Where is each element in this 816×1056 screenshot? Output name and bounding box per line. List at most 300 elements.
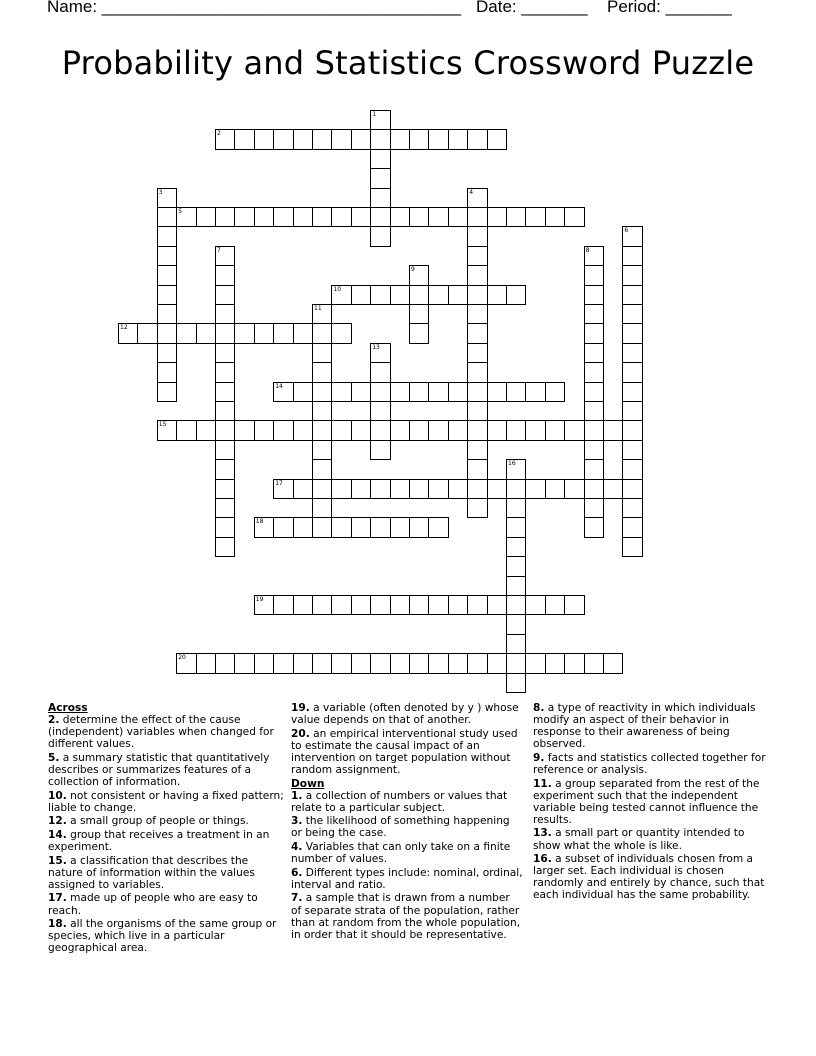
crossword-cell[interactable] (467, 653, 487, 673)
crossword-cell[interactable] (215, 207, 235, 227)
crossword-cell[interactable] (506, 653, 526, 673)
crossword-cell[interactable] (351, 479, 371, 499)
crossword-cell[interactable] (506, 595, 526, 615)
crossword-cell[interactable] (254, 129, 274, 149)
crossword-cell[interactable] (622, 401, 642, 421)
crossword-cell[interactable] (584, 517, 604, 537)
crossword-cell[interactable] (331, 129, 351, 149)
clue-number: 4 (469, 188, 474, 196)
clue-number-label: 10. (48, 789, 67, 802)
crossword-cell[interactable] (506, 634, 526, 654)
crossword-cell[interactable] (448, 207, 468, 227)
crossword-cell[interactable] (215, 343, 235, 363)
crossword-cell[interactable] (273, 420, 293, 440)
down-clue: 1. a collection of numbers or values that relate to a particular subject. (291, 789, 508, 814)
crossword-cell[interactable] (622, 517, 642, 537)
crossword-cell[interactable] (215, 304, 235, 324)
crossword-cell[interactable] (409, 517, 429, 537)
crossword-cell[interactable] (622, 323, 642, 343)
crossword-cell[interactable] (254, 420, 274, 440)
crossword-cell[interactable] (196, 323, 216, 343)
clues-column-3 (533, 702, 771, 903)
clue-number-label: 13. (533, 827, 552, 840)
crossword-cell[interactable] (331, 382, 351, 402)
crossword-cell[interactable] (564, 479, 584, 499)
crossword-cell[interactable] (312, 517, 332, 537)
crossword-cell[interactable] (584, 440, 604, 460)
crossword-cell[interactable] (370, 595, 390, 615)
crossword-cell[interactable] (622, 459, 642, 479)
crossword-cell[interactable] (564, 595, 584, 615)
crossword-cell[interactable] (273, 382, 293, 402)
crossword-cell[interactable] (545, 207, 565, 227)
clue-number-label: 4. (291, 841, 303, 854)
crossword-cell[interactable] (584, 343, 604, 363)
crossword-cell[interactable] (584, 401, 604, 421)
across-clue: 5. a summary statistic that quantitatively describes or summarizes features of a collection of information. (48, 751, 270, 789)
crossword-cell[interactable] (467, 323, 487, 343)
period-field-label: Period: _______ (607, 0, 732, 16)
crossword-cell[interactable] (312, 343, 332, 363)
crossword-cell[interactable] (622, 479, 642, 499)
crossword-cell[interactable] (370, 149, 390, 169)
crossword-cell[interactable] (196, 653, 216, 673)
crossword-cell[interactable] (370, 362, 390, 382)
crossword-cell[interactable] (622, 285, 642, 305)
crossword-cell[interactable] (506, 207, 526, 227)
crossword-cell[interactable] (157, 285, 177, 305)
crossword-cell[interactable] (390, 382, 410, 402)
crossword-cell[interactable] (370, 110, 390, 130)
crossword-cell[interactable] (351, 517, 371, 537)
crossword-cell[interactable] (428, 595, 448, 615)
crossword-cell[interactable] (487, 285, 507, 305)
crossword-cell[interactable] (448, 420, 468, 440)
crossword-cell[interactable] (622, 265, 642, 285)
crossword-cell[interactable] (370, 188, 390, 208)
crossword-cell[interactable] (293, 129, 313, 149)
crossword-cell[interactable] (584, 479, 604, 499)
crossword-cell[interactable] (467, 285, 487, 305)
crossword-cell[interactable] (428, 285, 448, 305)
crossword-cell[interactable] (622, 537, 642, 557)
crossword-cell[interactable] (506, 576, 526, 596)
crossword-cell[interactable] (584, 459, 604, 479)
crossword-cell[interactable] (584, 304, 604, 324)
crossword-cell[interactable] (215, 265, 235, 285)
crossword-cell[interactable] (293, 517, 313, 537)
crossword-cell[interactable] (622, 343, 642, 363)
crossword-cell[interactable] (234, 129, 254, 149)
crossword-cell[interactable] (157, 304, 177, 324)
date-field-label: Date: _______ (476, 0, 588, 16)
crossword-cell[interactable] (351, 285, 371, 305)
crossword-cell[interactable] (215, 246, 235, 266)
crossword-cell[interactable] (428, 382, 448, 402)
across-clue: 17. made up of people who are easy to reach. (48, 892, 258, 917)
crossword-cell[interactable] (215, 323, 235, 343)
crossword-cell[interactable] (312, 304, 332, 324)
down-clue: 11. a group separated from the rest of the experiment such that the independent variable being tested cannot influence the results. (533, 777, 760, 826)
crossword-cell[interactable] (622, 420, 642, 440)
crossword-cell[interactable] (409, 207, 429, 227)
crossword-cell[interactable] (467, 129, 487, 149)
crossword-cell[interactable] (467, 246, 487, 266)
crossword-cell[interactable] (467, 459, 487, 479)
crossword-cell[interactable] (584, 420, 604, 440)
crossword-cell[interactable] (234, 420, 254, 440)
crossword-cell[interactable] (506, 479, 526, 499)
crossword-cell[interactable] (351, 420, 371, 440)
crossword-cell[interactable] (390, 653, 410, 673)
crossword-cell[interactable] (603, 420, 623, 440)
crossword-cell[interactable] (409, 323, 429, 343)
clue-number-label: 19. (291, 702, 310, 714)
crossword-cell[interactable] (312, 362, 332, 382)
crossword-cell[interactable] (467, 382, 487, 402)
crossword-cell[interactable] (564, 653, 584, 673)
crossword-cell[interactable] (487, 420, 507, 440)
crossword-cell[interactable] (467, 595, 487, 615)
clue-number-label: 17. (48, 892, 67, 905)
crossword-cell[interactable] (564, 207, 584, 227)
crossword-cell[interactable] (525, 420, 545, 440)
clue-number-label: 12. (48, 815, 67, 828)
crossword-cell[interactable] (215, 129, 235, 149)
crossword-cell[interactable] (467, 343, 487, 363)
crossword-cell[interactable] (448, 285, 468, 305)
crossword-cell[interactable] (390, 479, 410, 499)
crossword-cell[interactable] (273, 595, 293, 615)
crossword-cell[interactable] (312, 129, 332, 149)
crossword-cell[interactable] (215, 537, 235, 557)
crossword-cell[interactable] (390, 207, 410, 227)
crossword-cell[interactable] (215, 479, 235, 499)
crossword-cell[interactable] (467, 420, 487, 440)
crossword-cell[interactable] (506, 556, 526, 576)
crossword-cell[interactable] (428, 653, 448, 673)
crossword-cell[interactable] (428, 207, 448, 227)
crossword-cell[interactable] (312, 401, 332, 421)
crossword-cell[interactable] (584, 382, 604, 402)
crossword-cell[interactable] (196, 420, 216, 440)
clue-number-label: 9. (533, 751, 545, 764)
crossword-cell[interactable] (215, 420, 235, 440)
crossword-cell[interactable] (370, 168, 390, 188)
crossword-cell[interactable] (506, 537, 526, 557)
crossword-cell[interactable] (254, 595, 274, 615)
crossword-cell[interactable] (215, 285, 235, 305)
crossword-cell[interactable] (525, 653, 545, 673)
clue-number-label: 7. (291, 892, 303, 905)
crossword-cell[interactable] (622, 246, 642, 266)
crossword-cell[interactable] (487, 382, 507, 402)
crossword-cell[interactable] (215, 517, 235, 537)
crossword-cell[interactable] (215, 382, 235, 402)
crossword-cell[interactable] (409, 653, 429, 673)
clue-number: 15 (158, 421, 167, 429)
crossword-cell[interactable] (506, 614, 526, 634)
crossword-cell[interactable] (312, 207, 332, 227)
across-clue: 19. a variable (often denoted by y ) whose value depends on that of another. (291, 702, 519, 727)
crossword-cell[interactable] (234, 323, 254, 343)
crossword-cell[interactable] (525, 382, 545, 402)
clue-number: 20 (178, 654, 186, 662)
crossword-cell[interactable] (196, 207, 216, 227)
crossword-cell[interactable] (254, 207, 274, 227)
crossword-cell[interactable] (467, 498, 487, 518)
crossword-cell[interactable] (176, 207, 196, 227)
crossword-cell[interactable] (157, 265, 177, 285)
crossword-cell[interactable] (370, 440, 390, 460)
crossword-cell[interactable] (273, 479, 293, 499)
crossword-cell[interactable] (390, 595, 410, 615)
crossword-cell[interactable] (409, 285, 429, 305)
clue-number: 17 (275, 479, 283, 487)
crossword-cell[interactable] (370, 343, 390, 363)
crossword-cell[interactable] (525, 595, 545, 615)
crossword-cell[interactable] (448, 382, 468, 402)
crossword-cell[interactable] (409, 595, 429, 615)
crossword-cell[interactable] (370, 420, 390, 440)
crossword-cell[interactable] (390, 129, 410, 149)
crossword-cell[interactable] (293, 595, 313, 615)
crossword-cell[interactable] (409, 479, 429, 499)
clue-number: 2 (217, 130, 221, 138)
crossword-cell[interactable] (312, 323, 332, 343)
crossword-cell[interactable] (215, 362, 235, 382)
crossword-cell[interactable] (370, 479, 390, 499)
crossword-cell[interactable] (584, 498, 604, 518)
crossword-cell[interactable] (118, 323, 138, 343)
crossword-cell[interactable] (157, 226, 177, 246)
clue-number-label: 14. (48, 828, 67, 841)
crossword-cell[interactable] (506, 498, 526, 518)
across-clue: 10. not consistent or having a fixed pattern; liable to change. (48, 789, 284, 814)
crossword-cell[interactable] (584, 285, 604, 305)
crossword-cell[interactable] (390, 285, 410, 305)
crossword-cell[interactable] (409, 265, 429, 285)
clue-number: 1 (372, 111, 377, 118)
crossword-cell[interactable] (584, 653, 604, 673)
crossword-cell[interactable] (293, 420, 313, 440)
crossword-cell[interactable] (157, 382, 177, 402)
crossword-cell[interactable] (603, 653, 623, 673)
clue-number: 12 (120, 324, 128, 332)
clue-number-label: 1. (291, 789, 303, 802)
crossword-cell[interactable] (351, 382, 371, 402)
down-clue: 13. a small part or quantity intended to show what the whole is like. (533, 827, 745, 852)
crossword-cell[interactable] (157, 420, 177, 440)
crossword-cell[interactable] (622, 226, 642, 246)
crossword-cell[interactable] (370, 401, 390, 421)
crossword-cell[interactable] (215, 498, 235, 518)
crossword-cell[interactable] (331, 517, 351, 537)
crossword-cell[interactable] (331, 207, 351, 227)
crossword-cell[interactable] (448, 595, 468, 615)
crossword-cell[interactable] (254, 517, 274, 537)
crossword-cell[interactable] (312, 440, 332, 460)
crossword-cell[interactable] (622, 362, 642, 382)
crossword-cell[interactable] (390, 420, 410, 440)
crossword-cell[interactable] (428, 517, 448, 537)
crossword-cell[interactable] (525, 207, 545, 227)
crossword-cell[interactable] (157, 246, 177, 266)
crossword-cell[interactable] (312, 420, 332, 440)
crossword-cell[interactable] (312, 595, 332, 615)
name-field-label: Name: ______________________________________ (47, 0, 462, 16)
crossword-cell[interactable] (176, 420, 196, 440)
crossword-cell[interactable] (331, 595, 351, 615)
crossword-cell[interactable] (584, 246, 604, 266)
crossword-cell[interactable] (351, 207, 371, 227)
crossword-cell[interactable] (467, 304, 487, 324)
crossword-cell[interactable] (467, 226, 487, 246)
crossword-cell[interactable] (273, 129, 293, 149)
crossword-cell[interactable] (370, 653, 390, 673)
crossword-cell[interactable] (487, 595, 507, 615)
crossword-cell[interactable] (215, 401, 235, 421)
crossword-cell[interactable] (157, 362, 177, 382)
crossword-cell[interactable] (448, 479, 468, 499)
crossword-cell[interactable] (215, 653, 235, 673)
crossword-cell[interactable] (331, 285, 351, 305)
crossword-cell[interactable] (525, 479, 545, 499)
crossword-cell[interactable] (487, 479, 507, 499)
crossword-cell[interactable] (409, 129, 429, 149)
crossword-cell[interactable] (622, 382, 642, 402)
crossword-cell[interactable] (487, 207, 507, 227)
crossword-cell[interactable] (506, 517, 526, 537)
crossword-cell[interactable] (293, 207, 313, 227)
crossword-cell[interactable] (234, 653, 254, 673)
crossword-cell[interactable] (448, 129, 468, 149)
crossword-cell[interactable] (584, 362, 604, 382)
crossword-cell[interactable] (370, 226, 390, 246)
crossword-cell[interactable] (467, 207, 487, 227)
crossword-cell[interactable] (293, 479, 313, 499)
crossword-cell[interactable] (293, 382, 313, 402)
crossword-cell[interactable] (254, 323, 274, 343)
crossword-cell[interactable] (370, 285, 390, 305)
crossword-cell[interactable] (545, 479, 565, 499)
crossword-cell[interactable] (293, 653, 313, 673)
crossword-cell[interactable] (331, 479, 351, 499)
crossword-cell[interactable] (584, 265, 604, 285)
crossword-cell[interactable] (545, 420, 565, 440)
across-clue: 20. an empirical interventional study used to estimate the causal impact of an intervention on target population without random assignment. (291, 727, 518, 776)
crossword-cell[interactable] (467, 401, 487, 421)
crossword-cell[interactable] (370, 382, 390, 402)
crossword-cell[interactable] (157, 207, 177, 227)
crossword-cell[interactable] (506, 420, 526, 440)
crossword-cell[interactable] (254, 653, 274, 673)
crossword-cell[interactable] (312, 479, 332, 499)
crossword-cell[interactable] (622, 304, 642, 324)
crossword-cell[interactable] (273, 517, 293, 537)
clue-number-label: 8. (533, 702, 545, 714)
crossword-cell[interactable] (293, 323, 313, 343)
crossword-cell[interactable] (467, 362, 487, 382)
crossword-cell[interactable] (312, 653, 332, 673)
crossword-cell[interactable] (506, 382, 526, 402)
crossword-cell[interactable] (487, 129, 507, 149)
crossword-cell[interactable] (487, 653, 507, 673)
crossword-cell[interactable] (506, 459, 526, 479)
crossword-cell[interactable] (506, 285, 526, 305)
crossword-cell[interactable] (564, 420, 584, 440)
crossword-cell[interactable] (428, 129, 448, 149)
down-clue: 4. Variables that can only take on a finite number of values. (291, 841, 511, 866)
crossword-cell[interactable] (137, 323, 157, 343)
crossword-cell[interactable] (428, 479, 448, 499)
crossword-cell[interactable] (622, 498, 642, 518)
crossword-cell[interactable] (157, 323, 177, 343)
crossword-cell[interactable] (351, 129, 371, 149)
crossword-cell[interactable] (409, 382, 429, 402)
crossword-cell[interactable] (545, 382, 565, 402)
across-clue: 14. group that receives a treatment in an experiment. (48, 828, 270, 854)
crossword-cell[interactable] (351, 595, 371, 615)
crossword-cell[interactable] (622, 440, 642, 460)
crossword-cell[interactable] (467, 479, 487, 499)
crossword-cell[interactable] (331, 653, 351, 673)
clue-number-label: 15. (48, 854, 67, 867)
clue-number-label: 3. (291, 815, 303, 828)
across-heading: Across (48, 702, 88, 714)
clue-number: 19 (255, 596, 264, 603)
crossword-cell[interactable] (584, 323, 604, 343)
crossword-cell[interactable] (506, 673, 526, 693)
clue-number: 10 (333, 285, 342, 293)
crossword-cell[interactable] (467, 265, 487, 285)
crossword-cell[interactable] (467, 188, 487, 208)
crossword-cell[interactable] (390, 517, 410, 537)
crossword-cell[interactable] (273, 207, 293, 227)
crossword-cell[interactable] (409, 420, 429, 440)
down-clue: 7. a sample that is drawn from a number of separate strata of the population, rather than at random from the whole population, in order that it should be representative. (291, 892, 521, 941)
crossword-cell[interactable] (157, 188, 177, 208)
crossword-cell[interactable] (545, 653, 565, 673)
crossword-cell[interactable] (312, 382, 332, 402)
clue-number: 3 (158, 188, 163, 196)
clues-column-1 (48, 702, 284, 956)
crossword-cell[interactable] (428, 420, 448, 440)
crossword-cell[interactable] (370, 129, 390, 149)
crossword-cell[interactable] (409, 304, 429, 324)
crossword-cell[interactable] (176, 653, 196, 673)
crossword-cell[interactable] (234, 207, 254, 227)
crossword-cell[interactable] (448, 653, 468, 673)
crossword-cell[interactable] (273, 653, 293, 673)
crossword-cell[interactable] (215, 459, 235, 479)
crossword-cell[interactable] (215, 440, 235, 460)
crossword-cell[interactable] (312, 498, 332, 518)
crossword-cell[interactable] (331, 420, 351, 440)
clue-number-label: 11. (533, 777, 552, 790)
crossword-cell[interactable] (351, 653, 371, 673)
crossword-cell[interactable] (273, 323, 293, 343)
crossword-cell[interactable] (312, 459, 332, 479)
crossword-cell[interactable] (545, 595, 565, 615)
crossword-cell[interactable] (370, 517, 390, 537)
crossword-cell[interactable] (370, 207, 390, 227)
crossword-cell[interactable] (603, 479, 623, 499)
crossword-cell[interactable] (157, 343, 177, 363)
crossword-cell[interactable] (467, 440, 487, 460)
crossword-cell[interactable] (176, 323, 196, 343)
crossword-cell[interactable] (331, 323, 351, 343)
